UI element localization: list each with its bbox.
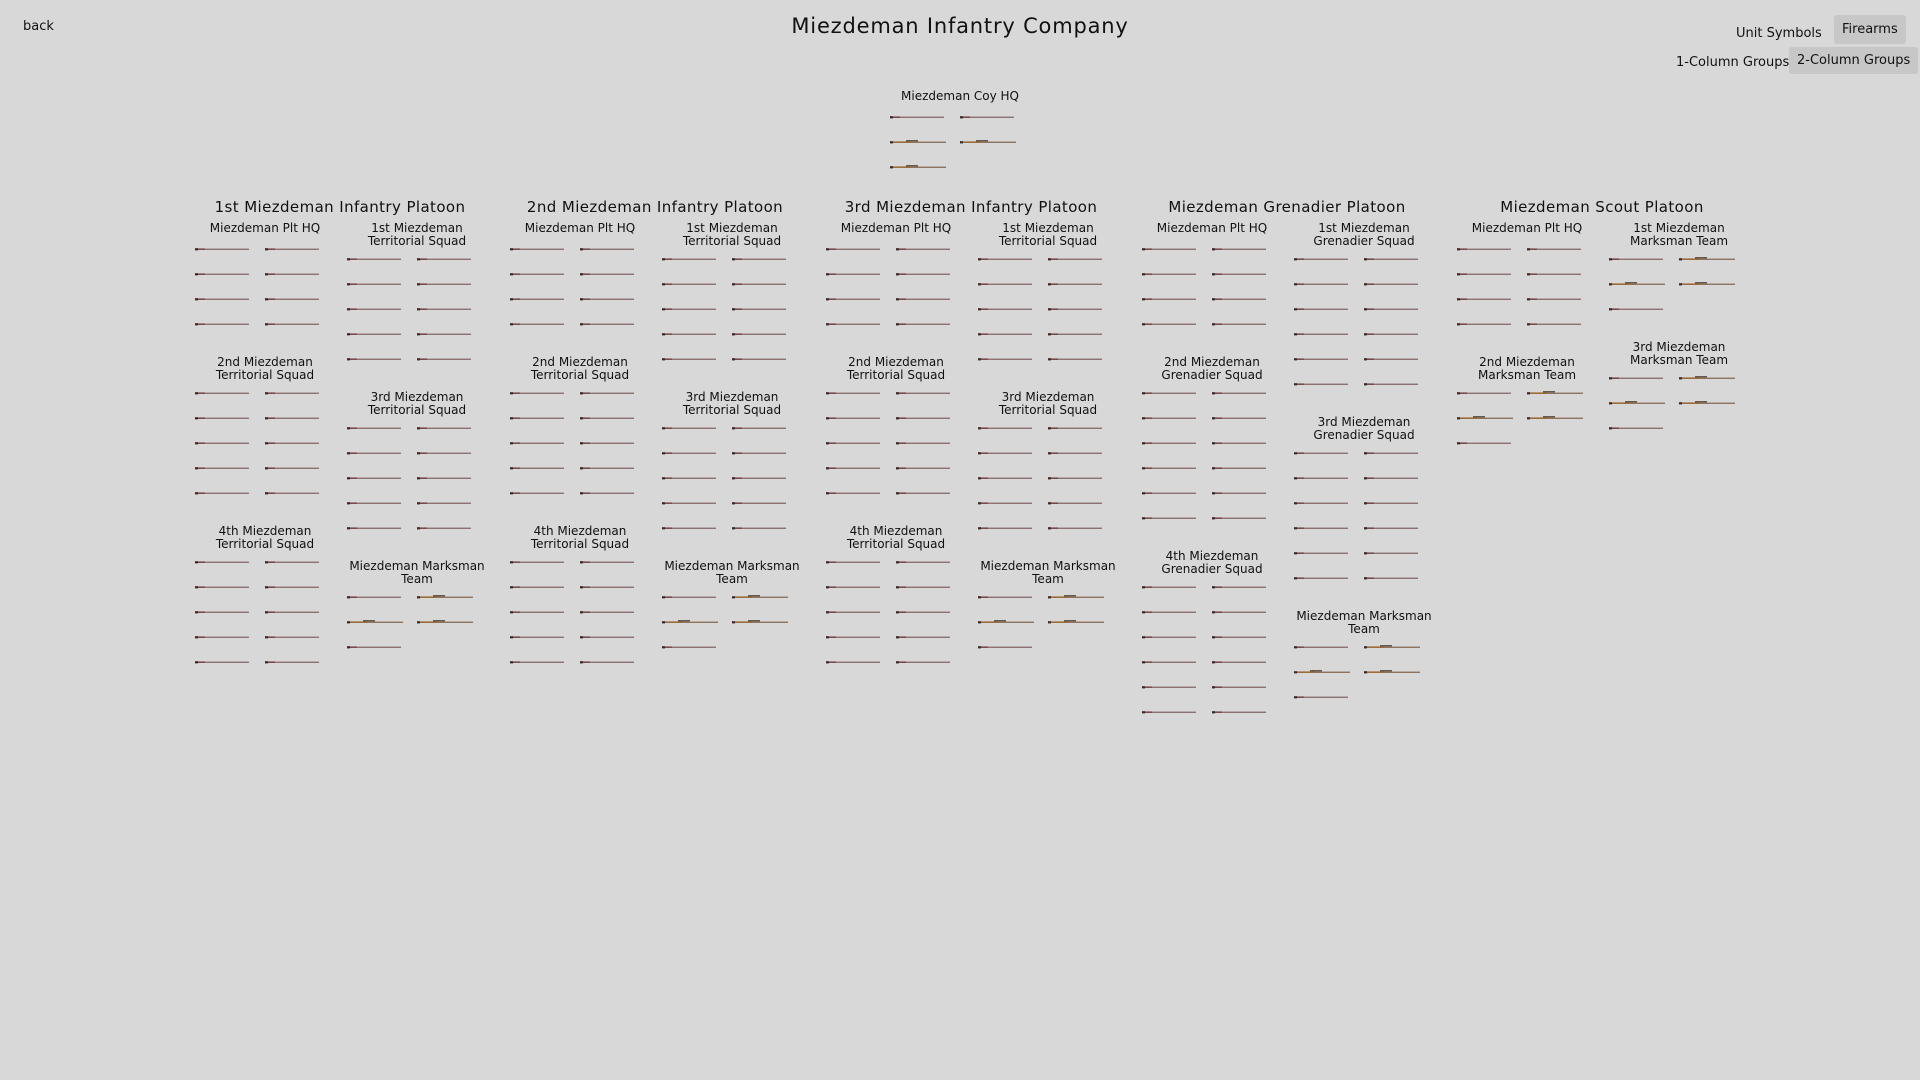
rifle-icon[interactable] bbox=[1212, 415, 1272, 421]
rifle-icon[interactable] bbox=[1212, 465, 1272, 471]
marksman-rifle-icon[interactable] bbox=[417, 594, 477, 600]
unit-label: 1st Miezdeman Territorial Squad bbox=[998, 221, 1098, 248]
rifle-icon[interactable] bbox=[347, 644, 407, 650]
rifle-icon[interactable] bbox=[265, 246, 325, 252]
rifle-icon[interactable] bbox=[1527, 321, 1587, 327]
unit-label: 1st Miezdeman Marksman Team bbox=[1629, 221, 1729, 248]
rifle-icon[interactable] bbox=[662, 306, 722, 312]
rifle-icon[interactable] bbox=[826, 321, 886, 327]
unit-label: 3rd Miezdeman Territorial Squad bbox=[682, 390, 782, 417]
rifle-icon[interactable] bbox=[1609, 256, 1669, 262]
marksman-rifle-icon[interactable] bbox=[1527, 415, 1587, 421]
rifle-icon[interactable] bbox=[1048, 306, 1108, 312]
rifle-icon[interactable] bbox=[896, 465, 956, 471]
rifle-icon[interactable] bbox=[417, 331, 477, 337]
rifle-icon[interactable] bbox=[1142, 415, 1202, 421]
rifle-icon[interactable] bbox=[826, 490, 886, 496]
rifle-icon[interactable] bbox=[417, 450, 477, 456]
rifle-icon[interactable] bbox=[1142, 246, 1202, 252]
platoon-title: Miezdeman Scout Platoon bbox=[1500, 198, 1704, 216]
marksman-rifle-icon[interactable] bbox=[417, 619, 477, 625]
rifle-icon[interactable] bbox=[1364, 281, 1424, 287]
view-firearms-button[interactable]: Firearms bbox=[1834, 15, 1906, 44]
unit-label: 1st Miezdeman Territorial Squad bbox=[367, 221, 467, 248]
rifle-icon[interactable] bbox=[896, 321, 956, 327]
rifle-icon[interactable] bbox=[1212, 584, 1272, 590]
rifle-icon[interactable] bbox=[265, 440, 325, 446]
rifle-icon[interactable] bbox=[510, 490, 570, 496]
marksman-rifle-icon[interactable] bbox=[1527, 390, 1587, 396]
rifle-icon[interactable] bbox=[978, 475, 1038, 481]
unit-label: Miezdeman Marksman Team bbox=[980, 559, 1116, 586]
rifle-icon[interactable] bbox=[347, 281, 407, 287]
rifle-icon[interactable] bbox=[896, 246, 956, 252]
unit-label: 3rd Miezdeman Territorial Squad bbox=[367, 390, 467, 417]
marksman-rifle-icon[interactable] bbox=[1679, 256, 1739, 262]
rifle-icon[interactable] bbox=[978, 450, 1038, 456]
rifle-icon[interactable] bbox=[510, 465, 570, 471]
rifle-icon[interactable] bbox=[580, 440, 640, 446]
rifle-icon[interactable] bbox=[896, 296, 956, 302]
rifle-icon[interactable] bbox=[195, 584, 255, 590]
rifle-icon[interactable] bbox=[580, 584, 640, 590]
rifle-icon[interactable] bbox=[510, 271, 570, 277]
rifle-icon[interactable] bbox=[580, 559, 640, 565]
rifle-icon[interactable] bbox=[1048, 281, 1108, 287]
rifle-icon[interactable] bbox=[662, 281, 722, 287]
rifle-icon[interactable] bbox=[1048, 450, 1108, 456]
rifle-icon[interactable] bbox=[265, 659, 325, 665]
rifle-icon[interactable] bbox=[417, 525, 477, 531]
marksman-rifle-icon[interactable] bbox=[347, 619, 407, 625]
rifle-icon[interactable] bbox=[417, 306, 477, 312]
rifle-icon[interactable] bbox=[1212, 684, 1272, 690]
rifle-icon[interactable] bbox=[662, 331, 722, 337]
marksman-rifle-icon[interactable] bbox=[1679, 281, 1739, 287]
rifle-icon[interactable] bbox=[195, 659, 255, 665]
unit-label: Miezdeman Plt HQ bbox=[1471, 221, 1583, 235]
rifle-icon[interactable] bbox=[580, 609, 640, 615]
unit-label: 1st Miezdeman Territorial Squad bbox=[682, 221, 782, 248]
marksman-rifle-icon[interactable] bbox=[1679, 400, 1739, 406]
rifle-icon[interactable] bbox=[1364, 381, 1424, 387]
rifle-icon[interactable] bbox=[1048, 256, 1108, 262]
rifle-icon[interactable] bbox=[1142, 684, 1202, 690]
rifle-icon[interactable] bbox=[1142, 440, 1202, 446]
rifle-icon[interactable] bbox=[580, 465, 640, 471]
rifle-icon[interactable] bbox=[662, 256, 722, 262]
marksman-rifle-icon[interactable] bbox=[1457, 415, 1517, 421]
rifle-icon[interactable] bbox=[265, 321, 325, 327]
rifle-icon[interactable] bbox=[1212, 440, 1272, 446]
rifle-icon[interactable] bbox=[1364, 306, 1424, 312]
rifle-icon[interactable] bbox=[265, 490, 325, 496]
rifle-icon[interactable] bbox=[826, 465, 886, 471]
rifle-icon[interactable] bbox=[1609, 425, 1669, 431]
rifle-icon[interactable] bbox=[896, 271, 956, 277]
rifle-icon[interactable] bbox=[1048, 356, 1108, 362]
rifle-icon[interactable] bbox=[580, 246, 640, 252]
unit-label: Miezdeman Plt HQ bbox=[209, 221, 321, 235]
rifle-icon[interactable] bbox=[896, 559, 956, 565]
rifle-icon[interactable] bbox=[1294, 281, 1354, 287]
marksman-rifle-icon[interactable] bbox=[1364, 644, 1424, 650]
unit-label: Miezdeman Plt HQ bbox=[524, 221, 636, 235]
rifle-icon[interactable] bbox=[978, 281, 1038, 287]
rifle-icon[interactable] bbox=[1142, 271, 1202, 277]
unit-label: 3rd Miezdeman Territorial Squad bbox=[998, 390, 1098, 417]
rifle-icon[interactable] bbox=[826, 246, 886, 252]
rifle-icon[interactable] bbox=[580, 296, 640, 302]
rifle-icon[interactable] bbox=[510, 415, 570, 421]
rifle-icon[interactable] bbox=[417, 500, 477, 506]
rifle-icon[interactable] bbox=[662, 644, 722, 650]
rifle-icon[interactable] bbox=[417, 281, 477, 287]
rifle-icon[interactable] bbox=[195, 559, 255, 565]
rifle-icon[interactable] bbox=[978, 500, 1038, 506]
rifle-icon[interactable] bbox=[347, 425, 407, 431]
rifle-icon[interactable] bbox=[826, 559, 886, 565]
rifle-icon[interactable] bbox=[417, 425, 477, 431]
rifle-icon[interactable] bbox=[265, 390, 325, 396]
rifle-icon[interactable] bbox=[1294, 550, 1354, 556]
rifle-icon[interactable] bbox=[662, 525, 722, 531]
rifle-icon[interactable] bbox=[510, 559, 570, 565]
rifle-icon[interactable] bbox=[826, 415, 886, 421]
unit-label: 4th Miezdeman Territorial Squad bbox=[530, 524, 630, 551]
page-title: Miezdeman Infantry Company bbox=[791, 14, 1129, 38]
rifle-icon[interactable] bbox=[732, 450, 792, 456]
rifle-icon[interactable] bbox=[347, 500, 407, 506]
rifle-icon[interactable] bbox=[662, 425, 722, 431]
rifle-icon[interactable] bbox=[580, 490, 640, 496]
rifle-icon[interactable] bbox=[978, 256, 1038, 262]
platoon-title: 2nd Miezdeman Infantry Platoon bbox=[526, 198, 784, 216]
marksman-rifle-icon[interactable] bbox=[1294, 669, 1354, 675]
rifle-icon[interactable] bbox=[195, 465, 255, 471]
marksman-rifle-icon[interactable] bbox=[732, 594, 792, 600]
rifle-icon[interactable] bbox=[510, 246, 570, 252]
rifle-icon[interactable] bbox=[1294, 256, 1354, 262]
rifle-icon[interactable] bbox=[732, 525, 792, 531]
rifle-icon[interactable] bbox=[732, 475, 792, 481]
rifle-icon[interactable] bbox=[580, 634, 640, 640]
rifle-icon[interactable] bbox=[1457, 440, 1517, 446]
rifle-icon[interactable] bbox=[265, 609, 325, 615]
rifle-icon[interactable] bbox=[1212, 390, 1272, 396]
rifle-icon[interactable] bbox=[195, 321, 255, 327]
rifle-icon[interactable] bbox=[1294, 331, 1354, 337]
rifle-icon[interactable] bbox=[195, 390, 255, 396]
rifle-icon[interactable] bbox=[1142, 390, 1202, 396]
rifle-icon[interactable] bbox=[1457, 246, 1517, 252]
rifle-icon[interactable] bbox=[265, 415, 325, 421]
rifle-icon[interactable] bbox=[580, 321, 640, 327]
rifle-icon[interactable] bbox=[1212, 271, 1272, 277]
unit-label: 3rd Miezdeman Marksman Team bbox=[1629, 340, 1729, 367]
rifle-icon[interactable] bbox=[417, 475, 477, 481]
rifle-icon[interactable] bbox=[417, 356, 477, 362]
rifle-icon[interactable] bbox=[195, 634, 255, 640]
rifle-icon[interactable] bbox=[1294, 356, 1354, 362]
unit-label: Miezdeman Marksman Team bbox=[1296, 609, 1432, 636]
rifle-icon[interactable] bbox=[1294, 306, 1354, 312]
rifle-icon[interactable] bbox=[1364, 450, 1424, 456]
rifle-icon[interactable] bbox=[896, 440, 956, 446]
rifle-icon[interactable] bbox=[1527, 271, 1587, 277]
marksman-rifle-icon[interactable] bbox=[978, 619, 1038, 625]
rifle-icon[interactable] bbox=[580, 271, 640, 277]
unit-label: 2nd Miezdeman Territorial Squad bbox=[530, 355, 630, 382]
rifle-icon[interactable] bbox=[826, 634, 886, 640]
rifle-icon[interactable] bbox=[195, 296, 255, 302]
platoon-title: 1st Miezdeman Infantry Platoon bbox=[214, 198, 466, 216]
rifle-icon[interactable] bbox=[978, 525, 1038, 531]
unit-label: Miezdeman Plt HQ bbox=[1156, 221, 1268, 235]
rifle-icon[interactable] bbox=[1294, 575, 1354, 581]
rifle-icon[interactable] bbox=[826, 659, 886, 665]
rifle-icon[interactable] bbox=[265, 584, 325, 590]
rifle-icon[interactable] bbox=[1609, 306, 1669, 312]
rifle-icon[interactable] bbox=[978, 356, 1038, 362]
unit-label: 2nd Miezdeman Grenadier Squad bbox=[1161, 355, 1263, 382]
rifle-icon[interactable] bbox=[1142, 609, 1202, 615]
rifle-icon[interactable] bbox=[732, 425, 792, 431]
rifle-icon[interactable] bbox=[1142, 465, 1202, 471]
two-column-groups-button[interactable]: 2-Column Groups bbox=[1789, 47, 1918, 74]
rifle-icon[interactable] bbox=[1212, 634, 1272, 640]
marksman-rifle-icon[interactable] bbox=[1609, 400, 1669, 406]
rifle-icon[interactable] bbox=[1364, 525, 1424, 531]
rifle-icon[interactable] bbox=[510, 634, 570, 640]
unit-label: 4th Miezdeman Territorial Squad bbox=[846, 524, 946, 551]
rifle-icon[interactable] bbox=[1142, 490, 1202, 496]
rifle-icon[interactable] bbox=[1364, 256, 1424, 262]
marksman-rifle-icon[interactable] bbox=[732, 619, 792, 625]
unit-label: Miezdeman Plt HQ bbox=[840, 221, 952, 235]
rifle-icon[interactable] bbox=[662, 475, 722, 481]
rifle-icon[interactable] bbox=[896, 609, 956, 615]
rifle-icon[interactable] bbox=[347, 594, 407, 600]
marksman-rifle-icon[interactable] bbox=[890, 164, 950, 170]
rifle-icon[interactable] bbox=[195, 440, 255, 446]
rifle-icon[interactable] bbox=[1142, 709, 1202, 715]
rifle-icon[interactable] bbox=[1212, 321, 1272, 327]
rifle-icon[interactable] bbox=[732, 281, 792, 287]
rifle-icon[interactable] bbox=[1142, 634, 1202, 640]
rifle-icon[interactable] bbox=[195, 415, 255, 421]
rifle-icon[interactable] bbox=[1364, 550, 1424, 556]
unit-label: 4th Miezdeman Territorial Squad bbox=[215, 524, 315, 551]
rifle-icon[interactable] bbox=[1364, 356, 1424, 362]
rifle-icon[interactable] bbox=[662, 594, 722, 600]
rifle-icon[interactable] bbox=[1609, 375, 1669, 381]
rifle-icon[interactable] bbox=[1142, 321, 1202, 327]
rifle-icon[interactable] bbox=[896, 659, 956, 665]
rifle-icon[interactable] bbox=[580, 659, 640, 665]
rifle-icon[interactable] bbox=[1457, 271, 1517, 277]
unit-label: 4th Miezdeman Grenadier Squad bbox=[1161, 549, 1263, 576]
rifle-icon[interactable] bbox=[896, 415, 956, 421]
rifle-icon[interactable] bbox=[195, 490, 255, 496]
marksman-rifle-icon[interactable] bbox=[1048, 619, 1108, 625]
marksman-rifle-icon[interactable] bbox=[662, 619, 722, 625]
rifle-icon[interactable] bbox=[826, 271, 886, 277]
unit-label: 2nd Miezdeman Territorial Squad bbox=[846, 355, 946, 382]
rifle-icon[interactable] bbox=[826, 440, 886, 446]
rifle-icon[interactable] bbox=[510, 296, 570, 302]
unit-label: 1st Miezdeman Grenadier Squad bbox=[1313, 221, 1415, 248]
rifle-icon[interactable] bbox=[347, 306, 407, 312]
rifle-icon[interactable] bbox=[1364, 475, 1424, 481]
rifle-icon[interactable] bbox=[978, 306, 1038, 312]
rifle-icon[interactable] bbox=[1294, 500, 1354, 506]
marksman-rifle-icon[interactable] bbox=[1679, 375, 1739, 381]
rifle-icon[interactable] bbox=[732, 306, 792, 312]
rifle-icon[interactable] bbox=[826, 584, 886, 590]
rifle-icon[interactable] bbox=[978, 644, 1038, 650]
rifle-icon[interactable] bbox=[1212, 515, 1272, 521]
rifle-icon[interactable] bbox=[1527, 246, 1587, 252]
marksman-rifle-icon[interactable] bbox=[960, 139, 1020, 145]
unit-label: Miezdeman Marksman Team bbox=[664, 559, 800, 586]
rifle-icon[interactable] bbox=[890, 114, 950, 120]
rifle-icon[interactable] bbox=[265, 271, 325, 277]
rifle-icon[interactable] bbox=[1142, 584, 1202, 590]
rifle-icon[interactable] bbox=[896, 584, 956, 590]
rifle-icon[interactable] bbox=[265, 559, 325, 565]
rifle-icon[interactable] bbox=[1294, 475, 1354, 481]
rifle-icon[interactable] bbox=[1048, 425, 1108, 431]
rifle-icon[interactable] bbox=[1142, 659, 1202, 665]
unit-label: Miezdeman Marksman Team bbox=[349, 559, 485, 586]
rifle-icon[interactable] bbox=[662, 356, 722, 362]
back-button[interactable]: back bbox=[23, 19, 54, 34]
marksman-rifle-icon[interactable] bbox=[1609, 281, 1669, 287]
rifle-icon[interactable] bbox=[826, 390, 886, 396]
rifle-icon[interactable] bbox=[1364, 500, 1424, 506]
rifle-icon[interactable] bbox=[580, 415, 640, 421]
rifle-icon[interactable] bbox=[347, 475, 407, 481]
rifle-icon[interactable] bbox=[1294, 381, 1354, 387]
marksman-rifle-icon[interactable] bbox=[890, 139, 950, 145]
rifle-icon[interactable] bbox=[662, 450, 722, 456]
rifle-icon[interactable] bbox=[347, 256, 407, 262]
rifle-icon[interactable] bbox=[732, 356, 792, 362]
rifle-icon[interactable] bbox=[195, 246, 255, 252]
rifle-icon[interactable] bbox=[1294, 644, 1354, 650]
rifle-icon[interactable] bbox=[978, 425, 1038, 431]
rifle-icon[interactable] bbox=[510, 609, 570, 615]
view-unit-symbols-button[interactable]: Unit Symbols bbox=[1736, 26, 1822, 41]
rifle-icon[interactable] bbox=[510, 440, 570, 446]
rifle-icon[interactable] bbox=[1142, 515, 1202, 521]
rifle-icon[interactable] bbox=[195, 609, 255, 615]
marksman-rifle-icon[interactable] bbox=[1364, 669, 1424, 675]
rifle-icon[interactable] bbox=[1212, 296, 1272, 302]
rifle-icon[interactable] bbox=[960, 114, 1020, 120]
rifle-icon[interactable] bbox=[1294, 694, 1354, 700]
rifle-icon[interactable] bbox=[1212, 609, 1272, 615]
rifle-icon[interactable] bbox=[195, 271, 255, 277]
rifle-icon[interactable] bbox=[1364, 331, 1424, 337]
rifle-icon[interactable] bbox=[510, 321, 570, 327]
rifle-icon[interactable] bbox=[347, 356, 407, 362]
rifle-icon[interactable] bbox=[662, 500, 722, 506]
rifle-icon[interactable] bbox=[347, 450, 407, 456]
unit-label: 2nd Miezdeman Marksman Team bbox=[1477, 355, 1577, 382]
rifle-icon[interactable] bbox=[826, 296, 886, 302]
rifle-icon[interactable] bbox=[1212, 659, 1272, 665]
marksman-rifle-icon[interactable] bbox=[1048, 594, 1108, 600]
rifle-icon[interactable] bbox=[1527, 296, 1587, 302]
platoon-title: 3rd Miezdeman Infantry Platoon bbox=[844, 198, 1098, 216]
rifle-icon[interactable] bbox=[265, 296, 325, 302]
rifle-icon[interactable] bbox=[1294, 525, 1354, 531]
rifle-icon[interactable] bbox=[1212, 246, 1272, 252]
rifle-icon[interactable] bbox=[1212, 490, 1272, 496]
unit-label: 2nd Miezdeman Territorial Squad bbox=[215, 355, 315, 382]
rifle-icon[interactable] bbox=[978, 331, 1038, 337]
rifle-icon[interactable] bbox=[896, 490, 956, 496]
rifle-icon[interactable] bbox=[1364, 575, 1424, 581]
rifle-icon[interactable] bbox=[1294, 450, 1354, 456]
rifle-icon[interactable] bbox=[896, 634, 956, 640]
rifle-icon[interactable] bbox=[896, 390, 956, 396]
rifle-icon[interactable] bbox=[1048, 475, 1108, 481]
platoon-title: Miezdeman Grenadier Platoon bbox=[1168, 198, 1406, 216]
one-column-groups-button[interactable]: 1-Column Groups bbox=[1676, 55, 1790, 70]
rifle-icon[interactable] bbox=[826, 609, 886, 615]
rifle-icon[interactable] bbox=[510, 584, 570, 590]
rifle-icon[interactable] bbox=[265, 634, 325, 640]
rifle-icon[interactable] bbox=[347, 331, 407, 337]
rifle-icon[interactable] bbox=[732, 500, 792, 506]
rifle-icon[interactable] bbox=[510, 659, 570, 665]
rifle-icon[interactable] bbox=[1048, 525, 1108, 531]
rifle-icon[interactable] bbox=[1457, 390, 1517, 396]
rifle-icon[interactable] bbox=[1212, 709, 1272, 715]
rifle-icon[interactable] bbox=[580, 390, 640, 396]
unit-label: 3rd Miezdeman Grenadier Squad bbox=[1313, 415, 1415, 442]
rifle-icon[interactable] bbox=[347, 525, 407, 531]
rifle-icon[interactable] bbox=[1142, 296, 1202, 302]
rifle-icon[interactable] bbox=[1048, 500, 1108, 506]
rifle-icon[interactable] bbox=[1457, 321, 1517, 327]
rifle-icon[interactable] bbox=[417, 256, 477, 262]
rifle-icon[interactable] bbox=[1048, 331, 1108, 337]
rifle-icon[interactable] bbox=[732, 331, 792, 337]
rifle-icon[interactable] bbox=[978, 594, 1038, 600]
rifle-icon[interactable] bbox=[732, 256, 792, 262]
unit-label: Miezdeman Coy HQ bbox=[901, 89, 1019, 103]
rifle-icon[interactable] bbox=[510, 390, 570, 396]
rifle-icon[interactable] bbox=[265, 465, 325, 471]
rifle-icon[interactable] bbox=[1457, 296, 1517, 302]
